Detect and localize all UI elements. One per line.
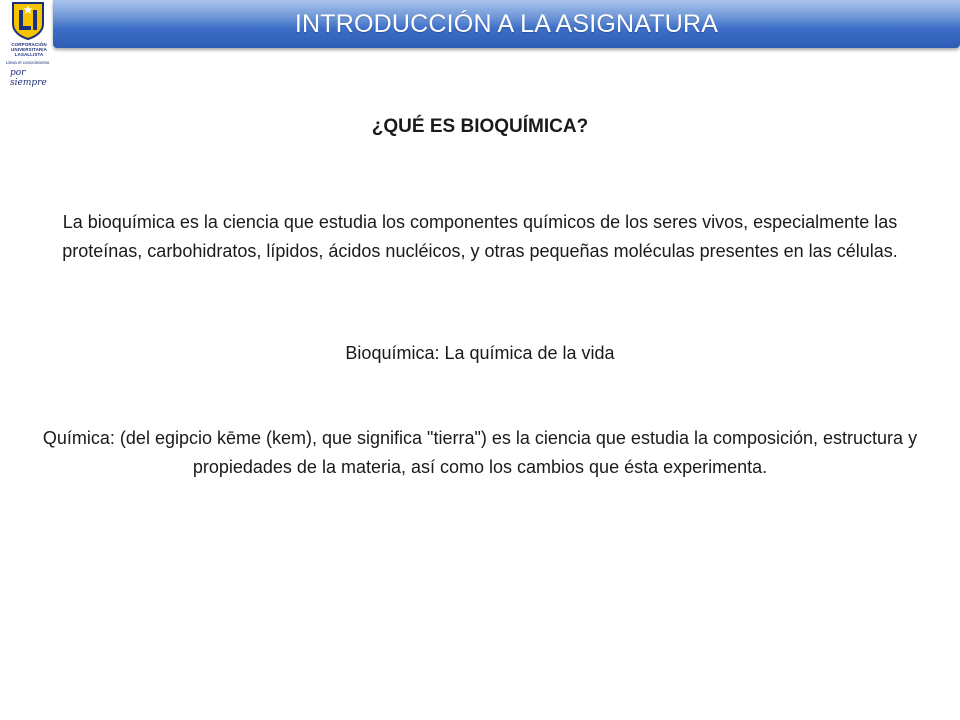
logo-line-3: LASALLISTA bbox=[14, 52, 44, 57]
header-bar bbox=[53, 0, 960, 48]
logo-slogan: Lleva el conocimiento bbox=[6, 60, 50, 65]
logo-line-2: UNIVERSITARIA bbox=[11, 47, 47, 52]
logo-institution-name bbox=[4, 42, 54, 57]
tagline-paragraph: Bioquímica: La química de la vida bbox=[345, 343, 615, 363]
definition-paragraph: La bioquímica es la ciencia que estudia los componentes químicos de los seres vivos, especialmente las proteínas, carbohidratos, lípidos, ácidos nucléicos, y otras pequeñas moléculas presentes en las células. bbox=[62, 212, 898, 261]
logo-slogan-script: por siempre bbox=[10, 68, 47, 88]
shield-logo-icon bbox=[11, 2, 45, 40]
page-title: INTRODUCCIÓN A LA ASIGNATURA bbox=[294, 9, 719, 38]
logo-line-1: CORPORACIÓN bbox=[11, 42, 47, 47]
section-heading: ¿QUÉ ES BIOQUÍMICA? bbox=[371, 116, 589, 137]
chemistry-definition-paragraph: Química: (del egipcio kēme (kem), que significa "tierra") es la ciencia que estudia la composición, estructura y propiedades de la materia, así como los cambios que ésta experimenta. bbox=[42, 428, 918, 477]
university-logo bbox=[4, 2, 54, 92]
